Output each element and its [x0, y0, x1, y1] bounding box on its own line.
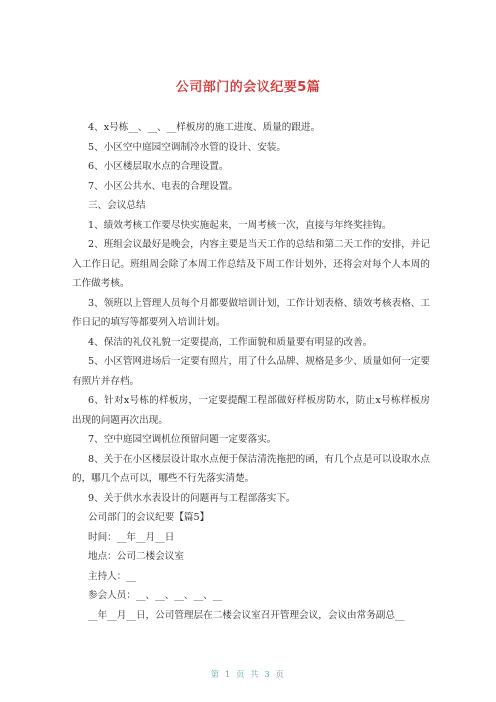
paragraph: 5、小区管网进场后一定要有照片，用了什么品牌、规格是多少、质量如何一定要有照片并存档。: [72, 356, 430, 387]
meeting-host: 主持人：__: [88, 570, 136, 582]
paragraph: 3、领班以上管理人员每个月都要做培训计划，工作计划表格、绩效考核表格、工作日记的填写等都要列入培训计划。: [72, 297, 430, 328]
paragraph: 7、小区公共水、电表的合理设置。: [88, 180, 239, 192]
paragraph: __年__月__日，公司管理层在二楼会议室召开管理会议，会议由常务副总__: [88, 609, 405, 621]
paragraph: 4、x号栋__、__、__样板房的施工进度、质量的跟进。: [88, 122, 321, 133]
meeting-location: 地点：公司二楼会议室: [88, 551, 184, 562]
section-heading: 三、会议总结: [88, 200, 146, 211]
document-body: [72, 118, 430, 625]
paragraph: 5、小区空中庭园空调制冷水管的设计、安装。: [88, 141, 286, 153]
paragraph: 2、班组会议最好是晚会，内容主要是当天工作的总结和第二天工作的安排，并记入工作日记。班组周会除了本周工作总结及下周工作计划外，还将会对每个人本周的工作做考核。: [72, 239, 430, 289]
paragraph: 4、保洁的礼仪礼貌一定要提高，工作面貌和质量要有明显的改善。: [88, 336, 373, 348]
paragraph: 6、小区楼层取水点的合理设置。: [88, 161, 229, 172]
section-heading: 公司部门的会议纪要【篇5】: [88, 512, 210, 523]
paragraph: 6、针对x号栋的样板房，一定要提醒工程部做好样板房防水，防止x号栋样板房出现的问题再次出现。: [72, 395, 430, 426]
paragraph: 8、关于在小区楼层设计取水点便于保洁清洗拖把的函，有几个点是可以设取水点的，哪几个点可以，哪些不行先落实清楚。: [72, 453, 430, 484]
meeting-time: 时间：__年__月__日: [88, 531, 175, 543]
paragraph: 1、绩效考核工作要尽快实施起来，一周考核一次，直接与年终奖挂钩。: [88, 219, 392, 231]
page-number: 第 1 页 共 3 页: [210, 670, 286, 680]
paragraph: 9、关于供水水表设计的问题再与工程部落实下。: [88, 492, 296, 504]
meeting-attendees: 参会人员：__、__、__、__、__: [88, 590, 223, 601]
document-title: 公司部门的会议纪要5篇: [175, 80, 321, 95]
paragraph: 7、空中庭园空调机位预留问题一定要落实。: [88, 434, 277, 445]
